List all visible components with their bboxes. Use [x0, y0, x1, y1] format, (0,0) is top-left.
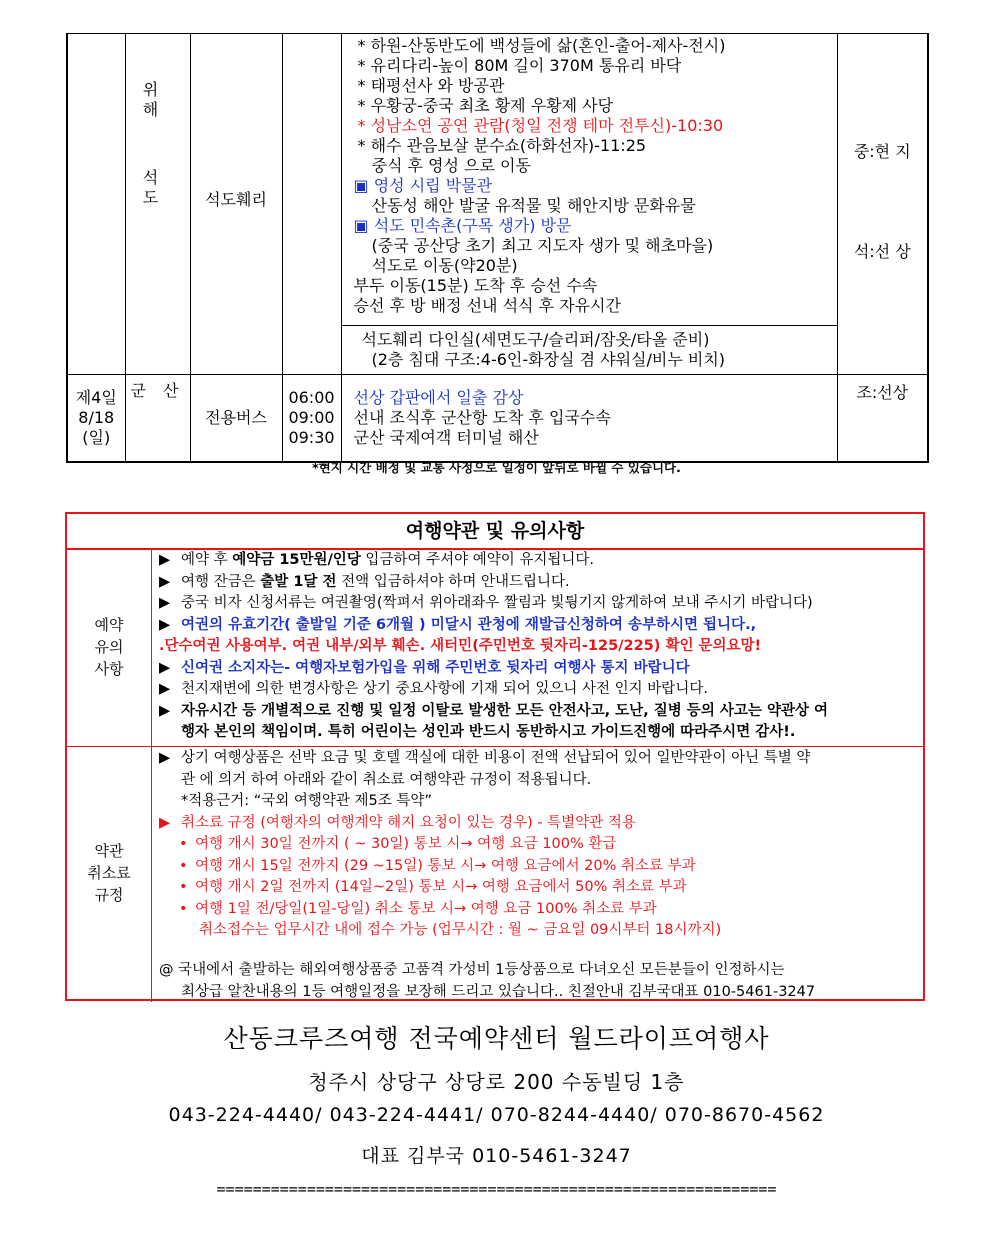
closing-remark [159, 960, 919, 1003]
terms-text: .단수여권 사용여부. 여권 내부/외부 훼손. 새터민(주민번호 뒷자리-125/225) 확인 문의요망! [159, 638, 762, 654]
day4-weekday: (일) [82, 428, 111, 447]
reservation-notes-label [67, 614, 151, 680]
terms-title: 여행약관 및 유의사항 [67, 514, 923, 550]
day4-time-3: 09:30 [288, 428, 335, 447]
triangle-bullet-icon: ▶ [159, 616, 171, 633]
terms-line [159, 701, 919, 723]
program-line: (중국 공산당 초기 최고 지도자 생가 및 해초마을) [371, 236, 714, 255]
day4-transport-cell [190, 375, 282, 463]
itinerary-row-day4 [67, 375, 928, 463]
terms-line [159, 920, 919, 942]
company-ceo: 대표 김부국 010-5461-3247 [361, 1145, 632, 1167]
day4-city: 군 산 [130, 381, 185, 400]
terms-text: 취소접수는 업무시간 내에 접수 가능 (업무시간 : 월 ~ 금요일 09시부터 18시까지) [199, 922, 722, 938]
triangle-bullet-icon: ▶ [159, 573, 171, 590]
terms-text: 전액 입금하셔야 하며 안내드립니다. [336, 573, 570, 590]
day4-time-2: 09:00 [288, 408, 335, 427]
day4-program-lines [354, 388, 837, 448]
bullet-icon: • [179, 857, 188, 874]
label-line: 사항 [94, 660, 124, 678]
terms-line [159, 899, 919, 921]
terms-text: *적용근거: “국외 여행약관 제5조 특약” [181, 793, 432, 809]
program-line: 군산 국제여객 터미널 해산 [353, 428, 539, 447]
terms-divider-horizontal [67, 746, 923, 747]
program-line: ▣ 석도 민속촌(구목 생가) 방문 [353, 216, 572, 235]
terms-text: 신여권 소지자는- 여행자보험가입을 위해 주민번호 뒷자리 여행사 통지 바랍니다 [181, 659, 690, 676]
terms-line [159, 791, 919, 813]
label-line: 약관 [94, 842, 124, 860]
program-line: * 해수 관음보살 분수쇼(하화선자)-11:25 [357, 136, 647, 155]
terms-text: 천지재변에 의한 변경사항은 상기 중요사항에 기재 되어 있으니 사전 인지 바랍니다. [181, 681, 708, 697]
terms-line [159, 722, 919, 744]
closing-line-2: 최상급 알찬내용의 1등 여행일정을 보장해 드리고 있습니다.. 친절안내 김부국대표 010-5461-3247 [181, 983, 816, 1000]
hotel-line-2: (2층 침대 구조:4-6인-화장실 겸 샤워실/비누 비치) [371, 350, 726, 369]
company-phones: 043-224-4440/ 043-224-4441/ 070-8244-4440/ 070-8670-4562 [168, 1104, 825, 1126]
triangle-bullet-icon: ▶ [159, 595, 171, 611]
meal-cell [837, 34, 928, 375]
itinerary-table [66, 33, 929, 463]
terms-text: 여행 개시 15일 전까지 (29 ~15일) 통보 시→ 여행 요금에서 20% 취소료 부과 [195, 857, 696, 874]
day4-date: 8/18 [78, 408, 115, 427]
footer-divider: ============================================================== [216, 1180, 777, 1198]
hotel-cell [341, 326, 837, 375]
triangle-bullet-icon: ▶ [159, 702, 171, 719]
city-cell [125, 34, 190, 375]
terms-line [159, 658, 919, 680]
meal-dinner: 석:선 상 [853, 242, 911, 261]
program-line: 석도로 이동(약20분) [371, 256, 518, 275]
terms-line [159, 877, 919, 899]
program-line: * 태평선사 와 방공관 [357, 76, 505, 95]
time-cell [282, 34, 341, 375]
terms-text: 취소료 규정 (여행자의 여행계약 해지 요청이 있는 경우) - 특별약관 적용 [181, 814, 636, 831]
program-line: * 성남소연 공연 관람(청일 전쟁 테마 전투신)-10:30 [357, 116, 724, 135]
label-line: 예약 [94, 616, 124, 634]
label-line: 취소료 [87, 864, 131, 882]
terms-line [159, 813, 919, 835]
city-line-2: 석 도 [142, 168, 173, 207]
terms-box [65, 512, 925, 1001]
program-line: 부두 이동(15분) 도착 후 승선 수속 [353, 276, 598, 295]
day4-time-1: 06:00 [288, 388, 335, 407]
label-line: 유의 [94, 638, 124, 656]
terms-text: 상기 여행상품은 선박 요금 및 호텔 객실에 대한 비용이 전액 선납되어 있어 일반약관이 아닌 특별 약 [181, 750, 811, 766]
terms-line [159, 679, 919, 701]
triangle-bullet-icon: ▶ [159, 659, 171, 676]
day4-label: 제4일 [75, 388, 117, 407]
program-line: * 하원-산동반도에 백성들에 삶(혼인-출어-제사-전시) [357, 36, 726, 55]
program-line: 선상 갑판에서 일출 감상 [353, 388, 524, 407]
terms-text: 예약금 15만원/인당 [232, 552, 361, 568]
transport-cell [190, 34, 282, 375]
hotel-line-1: 석도훼리 다인실(세면도구/슬리퍼/잠옷/타올 준비) [361, 330, 710, 349]
cancellation-rules [159, 748, 919, 942]
itinerary-row-day3 [67, 34, 928, 326]
program-lines [354, 36, 837, 316]
terms-text: 출발 1달 전 [260, 573, 337, 590]
terms-line [159, 748, 919, 770]
reservation-notes [159, 550, 919, 744]
terms-text: 입금하여 주셔야 예약이 유지됩니다. [360, 552, 594, 568]
bullet-icon: • [179, 879, 188, 895]
terms-text: 여행 개시 30일 전까지 ( ~ 30일) 통보 시→ 여행 요금 100% 환급 [195, 836, 617, 852]
cancellation-rules-label [67, 840, 151, 906]
triangle-bullet-icon: ▶ [159, 814, 171, 831]
day4-meal: 조:선상 [856, 383, 909, 402]
program-line: 선내 조식후 군산항 도착 후 입국수속 [353, 408, 611, 427]
city-line-1: 위 해 [142, 80, 173, 119]
program-line: 승선 후 방 배정 선내 석식 후 자유시간 [353, 296, 621, 315]
terms-line [159, 550, 919, 572]
program-line: 산동성 해안 발굴 유적물 및 해안지방 문화유물 [371, 196, 696, 215]
closing-line-1: @ 국내에서 출발하는 해외여행상품중 고품격 가성비 1등상품으로 다녀오신 모든분들이 인정하시는 [159, 962, 785, 978]
terms-text: 관 에 의거 하여 아래와 같이 취소료 여행약관 규정이 적용됩니다. [181, 771, 592, 788]
terms-text: 여행 개시 2일 전까지 (14일~2일) 통보 시→ 여행 요금에서 50% 취소료 부과 [195, 879, 687, 895]
day4-cell [67, 375, 125, 463]
terms-text: 여행 1일 전/당일(1일-당일) 취소 통보 시→ 여행 요금 100% 취소료 부과 [195, 900, 657, 917]
terms-line [159, 593, 919, 615]
day4-program-cell [341, 375, 837, 463]
program-cell [341, 34, 837, 326]
terms-line [159, 834, 919, 856]
terms-text: 여행 잔금은 [181, 573, 261, 590]
terms-text: 여권의 유효기간( 출발일 기준 6개월 ) 미달시 관청에 재발급신청하여 송부하시면 됩니다., [181, 616, 757, 633]
terms-line [159, 636, 919, 658]
schedule-note: *현지 시간 배정 및 교통 사정으로 일정이 앞뒤로 바뀔 수 있습니다. [312, 460, 681, 475]
terms-line [159, 615, 919, 637]
terms-text: 자유시간 등 개별적으로 진행 및 일정 이탈로 발생한 모든 안전사고, 도난, 질병 등의 사고는 약관상 여 [181, 702, 829, 719]
meal-lunch: 중:현 지 [853, 142, 911, 161]
bullet-icon: • [179, 836, 188, 852]
program-line: ▣ 영성 시립 박물관 [353, 176, 493, 195]
terms-divider-vertical [151, 550, 152, 1002]
triangle-bullet-icon: ▶ [159, 552, 171, 568]
triangle-bullet-icon: ▶ [159, 750, 171, 766]
terms-line [159, 572, 919, 594]
terms-line [159, 856, 919, 878]
program-line: * 유리다리-높이 80M 길이 370M 통유리 바닥 [357, 56, 682, 75]
day4-transport: 전용버스 [205, 408, 267, 427]
company-address: 청주시 상당구 상당로 200 수동빌딩 1층 [308, 1070, 685, 1094]
company-name: 산동크루즈여행 전국예약센터 월드라이프여행사 [223, 1024, 770, 1053]
label-line: 규정 [94, 886, 124, 904]
terms-text: 예약 후 [181, 552, 233, 568]
day4-time-cell [282, 375, 341, 463]
terms-line [159, 770, 919, 792]
bullet-icon: • [179, 900, 188, 917]
day4-meal-cell [837, 375, 928, 463]
day4-city-cell [125, 375, 190, 463]
day-cell [67, 34, 125, 375]
program-line: 중식 후 영성 으로 이동 [371, 156, 531, 175]
triangle-bullet-icon: ▶ [159, 681, 171, 697]
program-line: * 우황궁-중국 최초 황제 우황제 사당 [357, 96, 614, 115]
transport-label: 석도훼리 [205, 190, 267, 209]
terms-text: 중국 비자 신청서류는 여권촬영(짝펴서 위아래좌우 짤림과 빛튕기지 않게하여 보내 주시기 바랍니다) [181, 595, 813, 611]
terms-text: 행자 본인의 책임이며. 특히 어린이는 성인과 반드시 동반하시고 가이드진행에 따라주시면 감사!. [181, 724, 796, 740]
